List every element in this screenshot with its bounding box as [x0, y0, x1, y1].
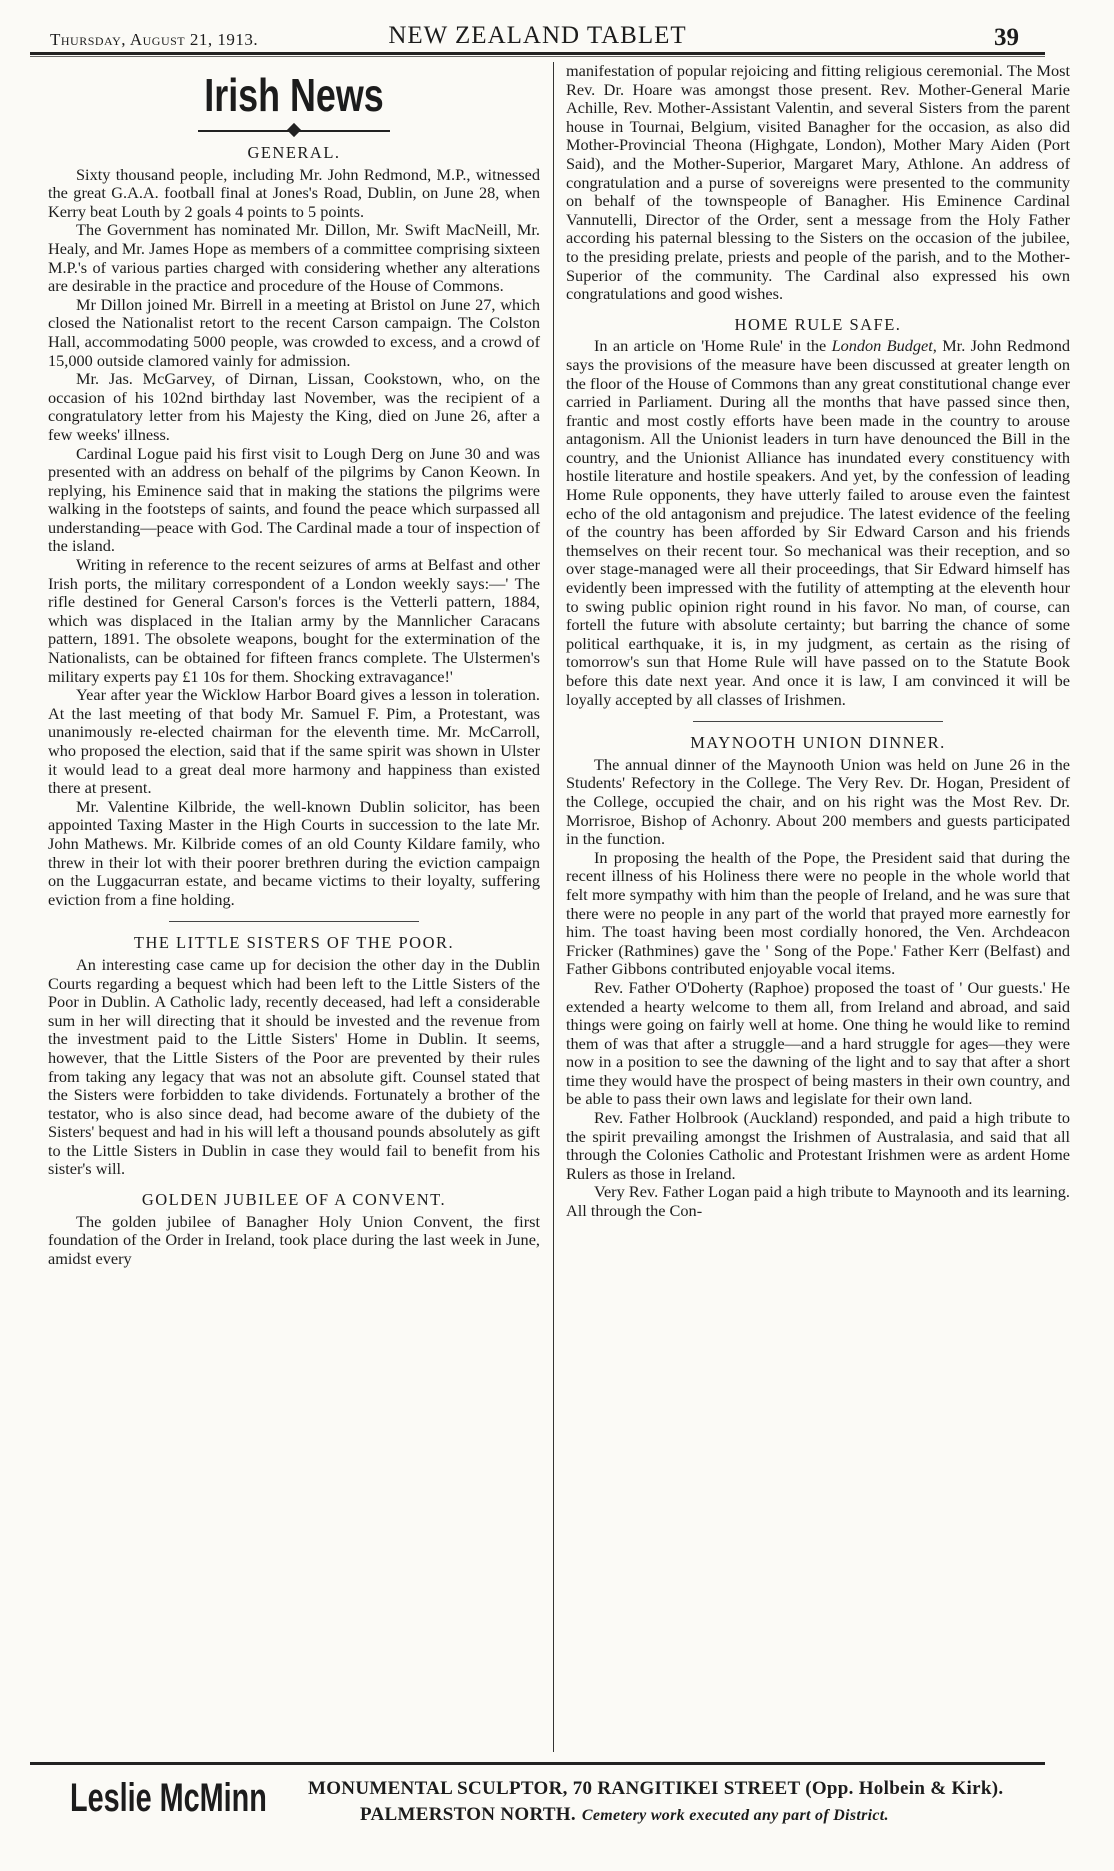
advertiser-name: Leslie McMinn: [70, 1776, 267, 1820]
article-paragraph: An interesting case came up for decision the other day in the Dublin Courts regarding a bequest which had been left to the Little Sisters of the Poor in Dublin. A Catholic lady, recently deceased, had left a considerable sum in her will directing that it should be invested and the revenue from the investment paid to the Little Sisters' Home in Dublin. It seems, however, that the Little Sisters of the Poor are prevented by their rules from taking any legacy that was not an absolute gift. Counsel stated that the Sisters were forbidden to take dividends. Fortunately a brother of the testator, who is also since dead, had become aware of the dubiety of the Sisters' bequest and had in his will left a thousand pounds absolutely as gift to the Little Sisters in Dublin in case they would fail to benefit from his sister's will.: [48, 954, 540, 1179]
article-paragraph: Mr. Jas. McGarvey, of Dirnan, Lissan, Cookstown, who, on the occasion of his 102nd birthday last November, was the recipient of a congratulatory letter from his Majesty the King, died on June 26, after a few weeks' illness.: [48, 369, 540, 444]
article-paragraph: Mr Dillon joined Mr. Birrell in a meeting at Bristol on June 27, which closed the Nationalist retort to the recent Carson campaign. The Colston Hall, accommodating 5000 people, was crowded to excess, and a crowd of 15,000 outside clamored vainly for admission.: [48, 294, 540, 370]
footer-rule: [30, 1762, 1045, 1765]
article-paragraph: [566, 337, 1070, 709]
paper-name: NEW ZEALAND TABLET: [388, 22, 687, 49]
issue-date: Thursday, August 21, 1913.: [50, 30, 259, 49]
paragraph-text: In an article on 'Home Rule' in the: [594, 336, 832, 356]
article-paragraph: In proposing the health of the Pope, the President said that during the recent illness of his Holiness there were no people in the whole world that felt more sympathy with him than the people of Ireland, and he was sure that there were no people in any part of the world that prayed more earnestly for him. The toast having been most cordially honored, the Ven. Archdeacon Fricker (Rathmines) gave the ' Song of the Pope.' Father Kerr (Belfast) and Father Gibbons contributed enjoyable vocal items.: [566, 847, 1070, 979]
left-column: [48, 62, 540, 1747]
right-column: [566, 62, 1070, 1747]
section-masthead-title: Irish News: [204, 69, 384, 121]
article-paragraph: The golden jubilee of Banagher Holy Union Convent, the first foundation of the Order in Ireland, took place during the last week in June, amidst every: [48, 1211, 540, 1268]
section-heading-maynooth: MAYNOOTH UNION DINNER.: [690, 733, 946, 753]
column-divider: [553, 62, 554, 1752]
section-heading-general: GENERAL.: [247, 143, 341, 162]
article-paragraph: Year after year the Wicklow Harbor Board gives a lesson in toleration. At the last meeting of that body Mr. Samuel F. Pim, a Protestant, was unanimously re-elected chairman for the eleventh time. Mr. McCarroll, who proposed the election, said that if the same spirit was shown in Ulster it would lead to a great deal more harmony and happiness than existed there at present.: [48, 685, 540, 798]
advertisement-footer: [30, 1772, 1045, 1852]
section-heading-home-rule: HOME RULE SAFE.: [734, 314, 902, 334]
article-paragraph: Mr. Valentine Kilbride, the well-known Dublin solicitor, has been appointed Taxing Master in the High Courts in succession to the late Mr. John Mathews. Mr. Kilbride comes of an old County Kildare family, who threw in their lot with their poorer brethren during the eviction campaign on the Luggacurran estate, and became victims to their loyalty, suffering eviction from a fine holding.: [48, 796, 540, 909]
section-rule: [169, 921, 419, 922]
ornament-divider: [48, 124, 540, 138]
article-paragraph: Sixty thousand people, including Mr. John Redmond, M.P., witnessed the great G.A.A. football final at Jones's Road, Dublin, on June 28, when Kerry beat Louth by 2 goals 4 points to 5 points.: [48, 164, 540, 221]
article-paragraph: Rev. Father O'Doherty (Raphoe) proposed the toast of ' Our guests.' He extended a hearty welcome to them all, from Ireland and abroad, and said things were going on fairly well at home. One thing he would like to remind them of was that after a struggle—and a hard struggle for ages—they were now in a position to see the dawning of the light and to say that after a short time they would have the prospect of being masters in their own country, and be able to pass their own laws and legislate for their own land.: [566, 977, 1070, 1109]
advertisement-line-1: MONUMENTAL SCULPTOR, 70 RANGITIKEI STREET (Opp. Holbein & Kirk).: [308, 1778, 1004, 1799]
page-header: [30, 14, 1045, 55]
advertisement-location: PALMERSTON NORTH.: [360, 1804, 576, 1825]
section-heading-golden-jubilee: GOLDEN JUBILEE OF A CONVENT.: [141, 1190, 447, 1210]
paragraph-text: , Mr. John Redmond says the provisions of the measure have been discussed at greater length on the floor of the House of Commons than any great constitutional change ever carried in Parliament. During all the months that have passed since then, frantic and most costly efforts have been made in the country to arouse antagonism. All the Unionist leaders in turn have denounced the Bill in the country, and the Unionist Alliance has inundated every constituency with hostile literature and hostile speakers. And yet, by the confession of leading Home Rule opponents, they have utterly failed to arouse even the faintest echo of the old antagonism and prejudice. The latest evidence of the feeling of the country has been afforded by Sir Edward Carson and his friends themselves on their recent tour. So mechanical was their reception, and so over stage-managed were all their proceedings, that Sir Edward himself has evidently been impressed with the futility of attempting at the eleventh hour to swing public opinion right round in his favor. No man, of course, can fortell the future with absolute certainty; but barring the chance of some political earthquake, it is, in my judgment, as certain as the rising of tomorrow's sun that Home Rule will have passed on to the Statute Book before this date next year. And once it is law, I am convinced it will be loyally accepted by all classes of Irishmen.: [566, 336, 1071, 709]
advertisement-line-2: [360, 1804, 889, 1826]
header-rule: [30, 56, 1045, 57]
article-paragraph: Writing in reference to the recent seizures of arms at Belfast and other Irish ports, the military correspondent of a London weekly says:—' The rifle destined for General Carson's forces is the Vetterli pattern, 1884, which was displaced in the Italian army by the Mannlicher Caracans pattern, 1891. The obsolete weapons, bought for the extermination of the Nationalists, can be obtained for fifteen francs complete. The Ulstermen's military experts pay £1 10s for them. Shocking extravagance!': [48, 555, 540, 686]
section-heading-little-sisters: THE LITTLE SISTERS OF THE POOR.: [133, 933, 455, 953]
article-paragraph-continued: manifestation of popular rejoicing and fitting religious ceremonial. The Most Rev. Dr. Hoare was amongst those present. Rev. Mother-General Marie Achille, Rev. Mother-Assistant Valentin, and several Sisters from the parent house in Tournai, Belgium, visited Banagher for the occasion, as also did Mother-Provincial Theona (Highgate, London), Mother Mary Aiden (Port Said), and the Mother-Superior, Margaret Mary, Athlone. An address of congratulation and a purse of sovereigns were presented to the community on behalf of the townspeople of Banagher. His Eminence Cardinal Vannutelli, Director of the Order, sent a message from the Holy Father according his paternal blessing to the Sisters on the occasion of the jubilee, to the presiding prelate, priests and people of the parish, and to the Mother-Superior of the community. The Cardinal also expressed his own congratulations and good wishes.: [566, 61, 1070, 304]
section-rule: [693, 721, 943, 722]
page-number: 39: [994, 24, 1019, 51]
article-paragraph: Cardinal Logue paid his first visit to Lough Derg on June 30 and was presented with an address on behalf of the pilgrims by Canon Keown. In replying, his Eminence said that in making the stations the pilgrims were walking in the footsteps of saints, and found the peace which surpassed all understanding—peace with God. The Cardinal made a tour of inspection of the island.: [48, 443, 540, 556]
article-paragraph: Rev. Father Holbrook (Auckland) responded, and paid a high tribute to the spirit prevailing amongst the Irishmen of Australasia, and said that all through the Colonies Catholic and Protestant Irishmen were as ardent Home Rulers as those in Ireland.: [566, 1108, 1070, 1183]
article-paragraph: The Government has nominated Mr. Dillon, Mr. Swift MacNeill, Mr. Healy, and Mr. James Hope as members of a committee comprising sixteen M.P.'s of various parties charged with considering whether any alterations are desirable in the practice and procedure of the House of Commons.: [48, 220, 540, 296]
article-paragraph: Very Rev. Father Logan paid a high tribute to Maynooth and its learning. All through the Con-: [566, 1182, 1070, 1221]
article-paragraph: The annual dinner of the Maynooth Union was held on June 26 in the Students' Refectory in the College. The Very Rev. Dr. Hogan, President of the College, occupied the chair, and on his right was the Most Rev. Dr. Morrisroe, Bishop of Achonry. About 200 members and guests participated in the function.: [566, 754, 1070, 849]
publication-title: London Budget: [831, 336, 933, 356]
advertisement-tagline: Cemetery work executed any part of District.: [581, 1807, 889, 1824]
diamond-ornament-icon: [287, 123, 301, 137]
